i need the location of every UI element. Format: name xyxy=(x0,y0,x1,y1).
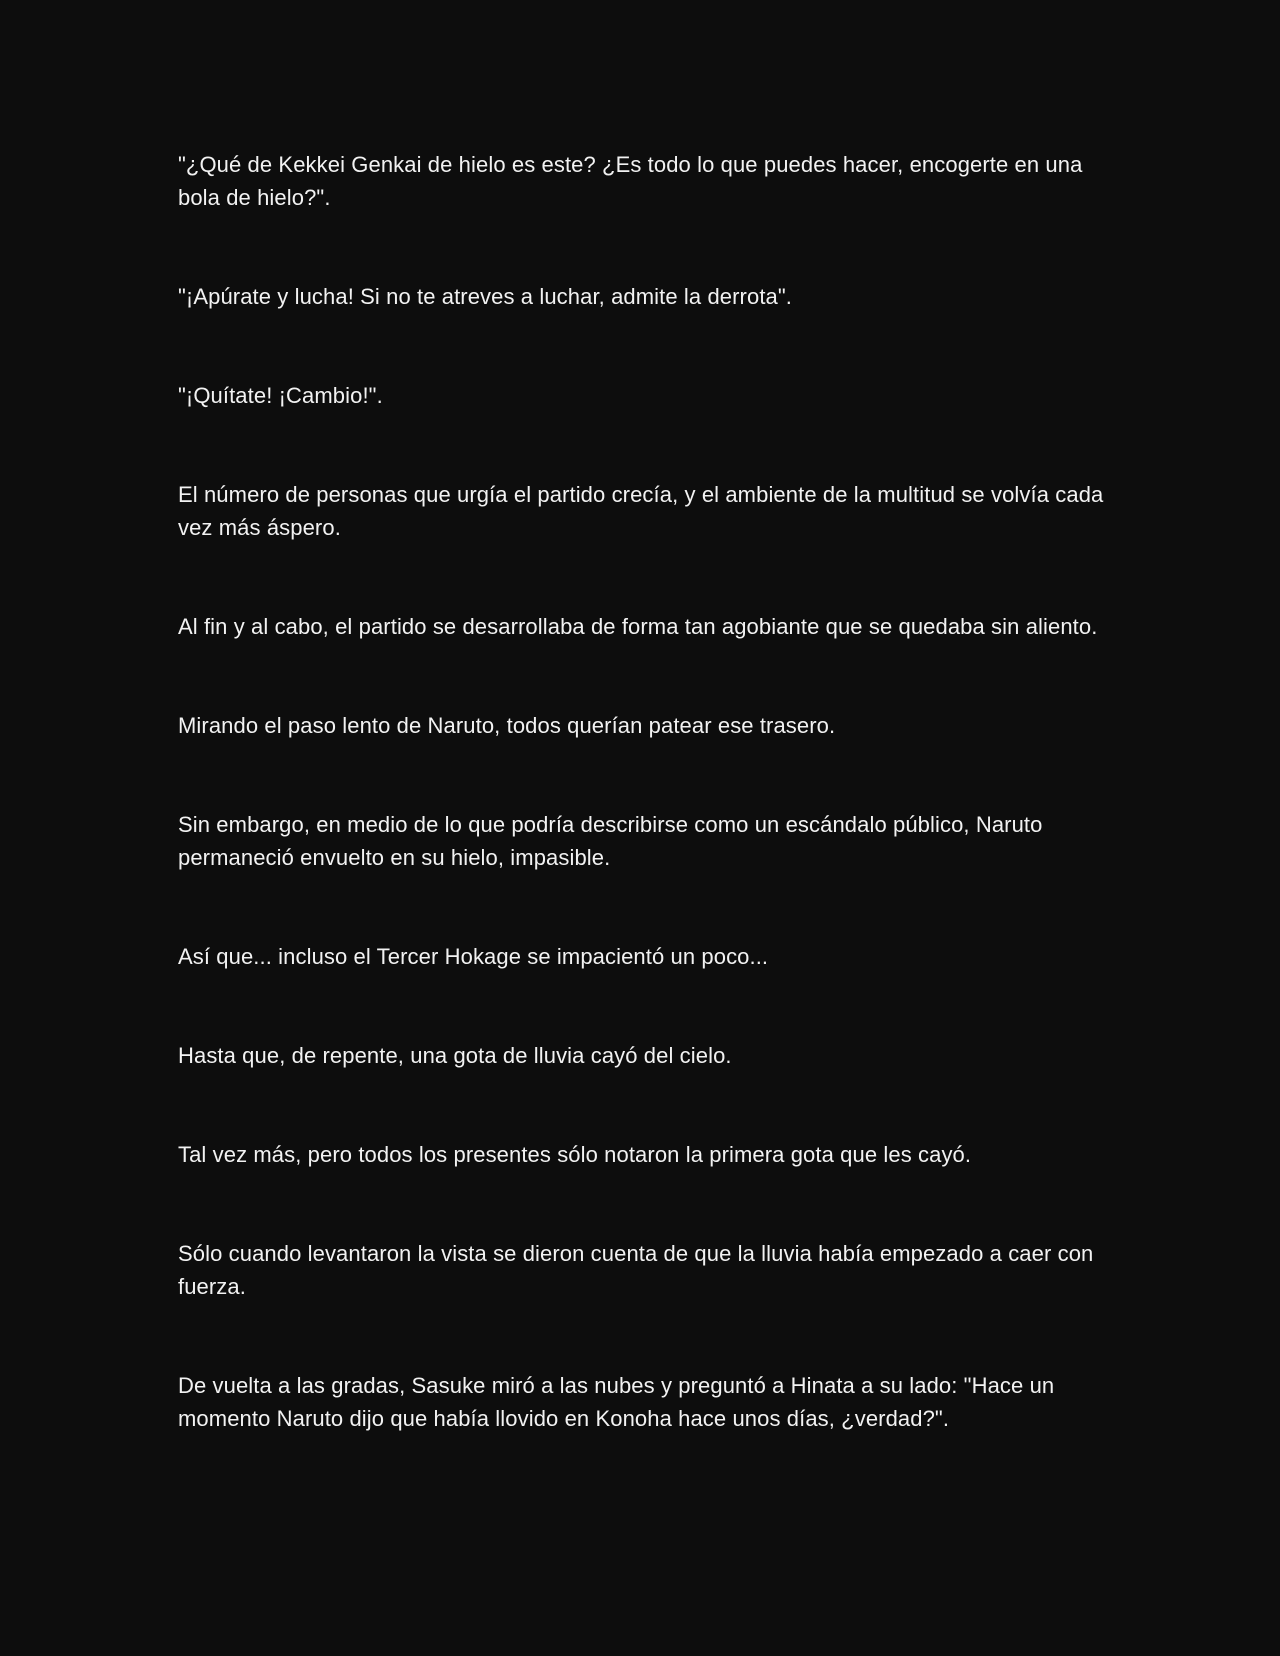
paragraph: "¡Apúrate y lucha! Si no te atreves a luchar, admite la derrota". xyxy=(178,284,792,309)
paragraph: Hasta que, de repente, una gota de lluvia cayó del cielo. xyxy=(178,1043,732,1068)
paragraph: Sin embargo, en medio de lo que podría describirse como un escándalo público, Naruto permaneció envuelto en su hielo, impasible. xyxy=(178,812,1043,870)
paragraph: Sólo cuando levantaron la vista se dieron cuenta de que la lluvia había empezado a caer con fuerza. xyxy=(178,1241,1094,1299)
paragraph: El número de personas que urgía el partido crecía, y el ambiente de la multitud se volvía cada vez más áspero. xyxy=(178,482,1104,540)
paragraph: Mirando el paso lento de Naruto, todos querían patear ese trasero. xyxy=(178,713,836,738)
document-page xyxy=(178,148,1108,1501)
paragraph: "¿Qué de Kekkei Genkai de hielo es este? ¿Es todo lo que puedes hacer, encogerte en una bola de hielo?". xyxy=(178,152,1083,210)
paragraph: Al fin y al cabo, el partido se desarrollaba de forma tan agobiante que se quedaba sin aliento. xyxy=(178,614,1098,639)
paragraph: Así que... incluso el Tercer Hokage se impacientó un poco... xyxy=(178,944,769,969)
paragraph: De vuelta a las gradas, Sasuke miró a las nubes y preguntó a Hinata a su lado: "Hace un momento Naruto dijo que había llovido en Konoha hace unos días, ¿verdad?". xyxy=(178,1373,1055,1431)
paragraph: "¡Quítate! ¡Cambio!". xyxy=(178,383,383,408)
paragraph: Tal vez más, pero todos los presentes sólo notaron la primera gota que les cayó. xyxy=(178,1142,972,1167)
